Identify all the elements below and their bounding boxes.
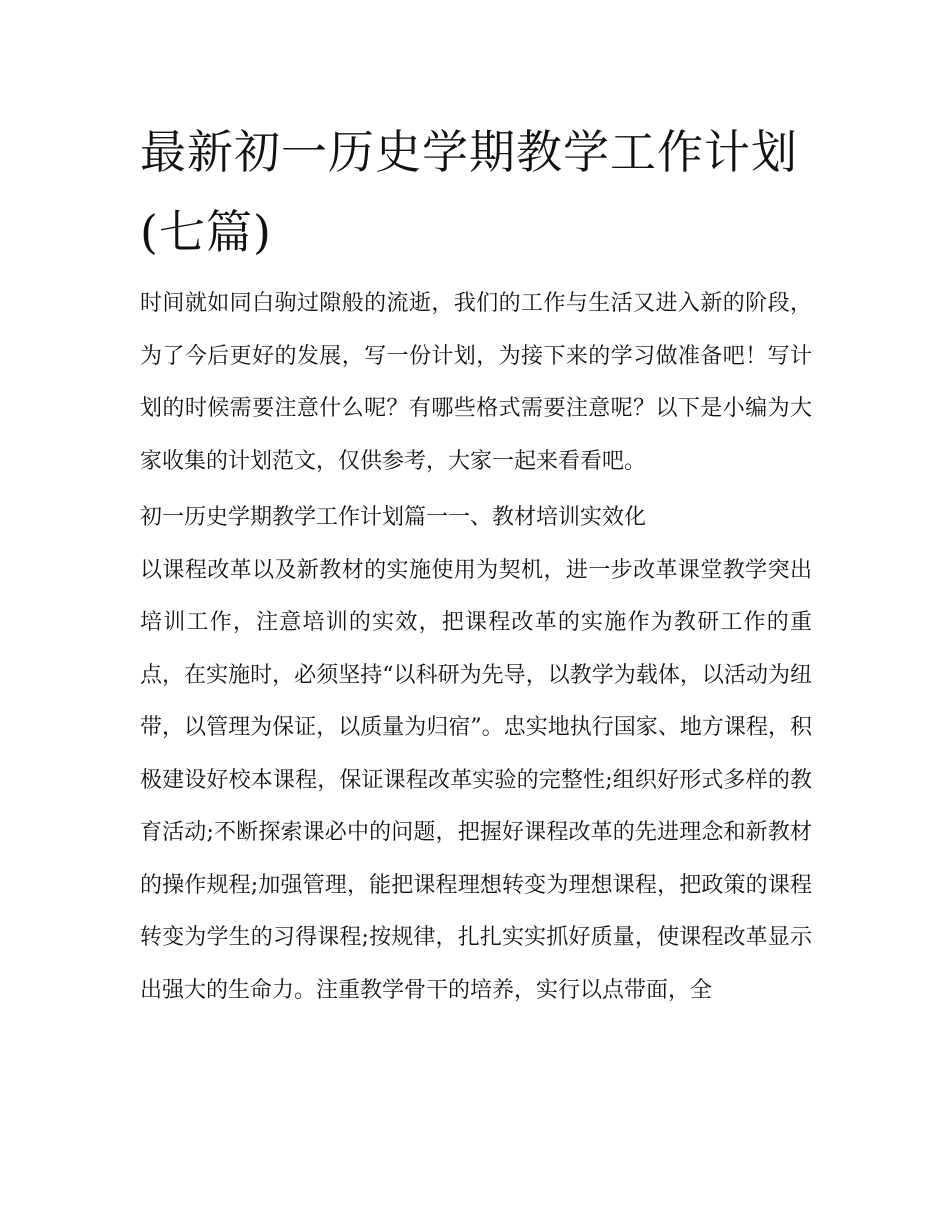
section-heading: 初一历史学期教学工作计划篇一一、教材培训实效化 — [140, 505, 647, 530]
document-title: 最新初一历史学期教学工作计划(七篇) — [140, 125, 798, 259]
intro-paragraph: 时间就如同白驹过隙般的流逝，我们的工作与生活又进入新的阶段，为了今后更好的发展，写一份计划，为接下来的学习做准备吧！写计划的时候需要注意什么呢？有哪些格式需要注意呢？以下是小编为大家收集的计划范文，仅供参考，大家一起来看看吧。 — [140, 291, 812, 474]
document-content — [140, 112, 812, 1017]
body-paragraph: 以课程改革以及新教材的实施使用为契机，进一步改革课堂教学突出培训工作，注意培训的实效，把课程改革的实施作为教研工作的重点，在实施时，必须坚持“以科研为先导，以教学为载体，以活动为纽带，以管理为保证，以质量为归宿”。忠实地执行国家、地方课程，积极建设好校本课程，保证课程改革实验的完整性;组织好形式多样的教育活动;不断探索课必中的问题，把握好课程改革的先进理念和新教材的操作规程;加强管理，能把课程理想转变为理想课程，把政策的课程转变为学生的习得课程;按规律，扎扎实实抓好质量，使课程改革显示出强大的生命力。注重教学骨干的培养，实行以点带面，全 — [140, 557, 812, 1003]
